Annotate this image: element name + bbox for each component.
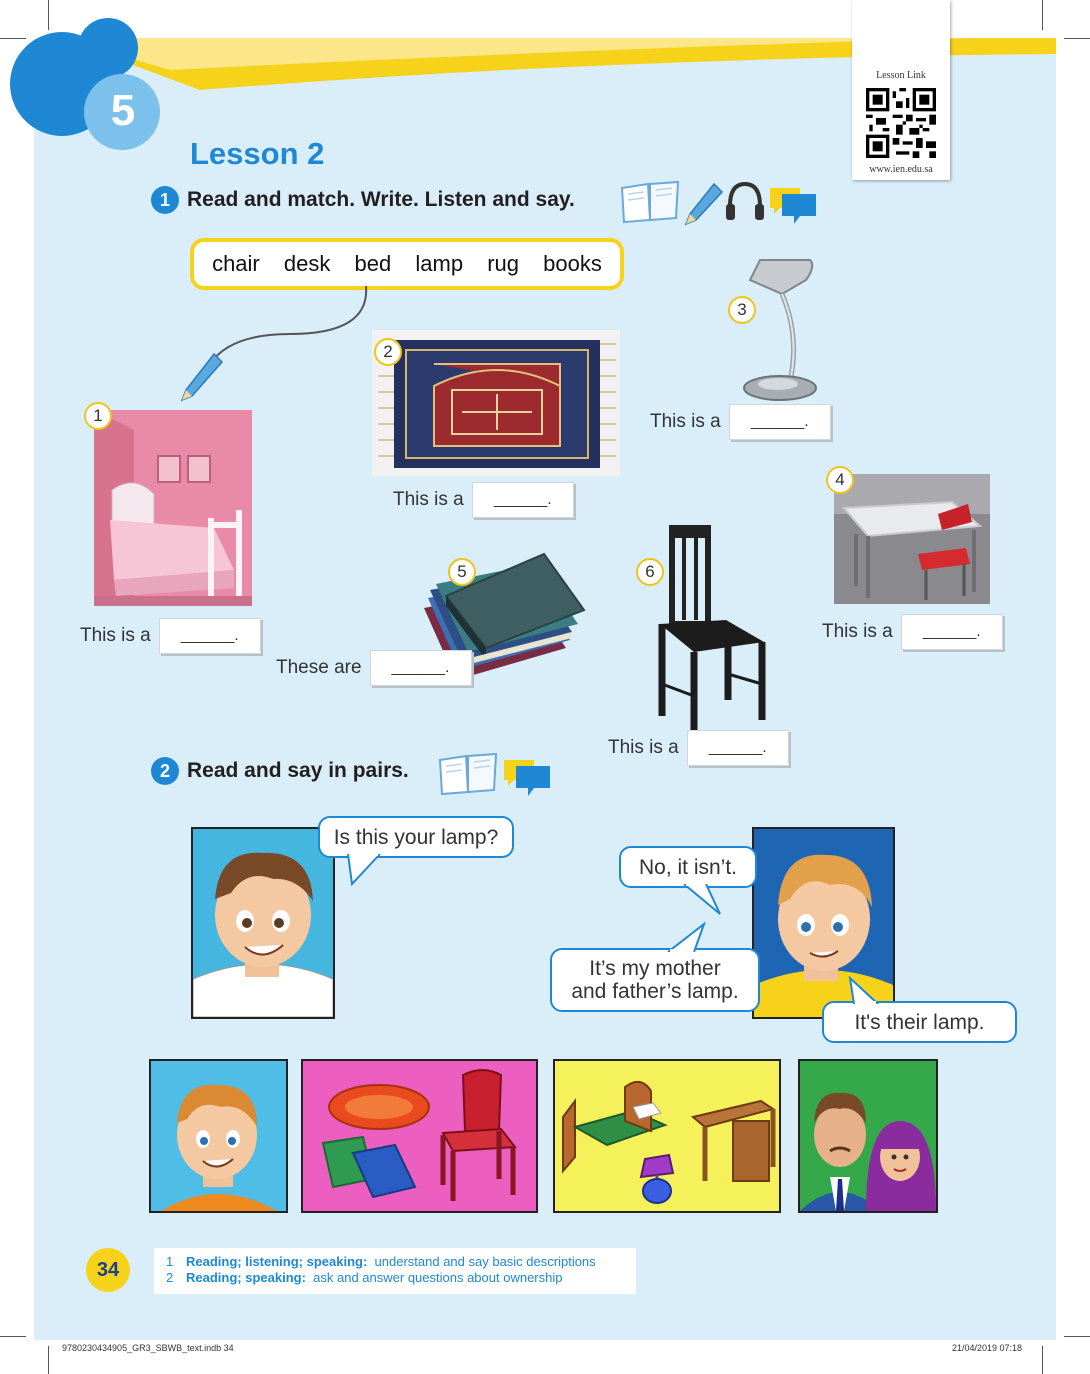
exercise-instruction: Read and match. Write. Listen and say.: [187, 188, 575, 211]
answer-blank[interactable]: ______.: [472, 482, 574, 518]
lesson-link-url: www.ien.edu.sa: [869, 164, 933, 175]
answer-blank[interactable]: ______.: [370, 650, 472, 686]
crop-mark: [1042, 1346, 1043, 1374]
objective-text: understand and say basic descriptions: [374, 1254, 596, 1269]
word-bank-item: books: [543, 251, 602, 276]
objective-row: [166, 1270, 636, 1286]
speech-bubble-owner: [550, 948, 760, 1012]
item-number: 1: [84, 402, 112, 430]
unit-number: 5: [110, 86, 136, 135]
desk-photo: [834, 474, 990, 604]
speech-bubbles-icon: [502, 756, 552, 800]
bubble-line: and father’s lamp.: [571, 980, 739, 1003]
sentence-prefix: This is a: [822, 621, 893, 642]
picture-parents-panel: [798, 1059, 938, 1213]
word-bank-item: bed: [354, 251, 392, 276]
sentence-prefix: These are: [276, 657, 362, 678]
exercise-2-heading: [151, 757, 409, 785]
objective-skills: Reading; speaking:: [186, 1270, 306, 1285]
lesson-title: Lesson 2: [190, 136, 325, 171]
sentence-5: [276, 650, 472, 686]
page-number: 34: [86, 1248, 130, 1292]
item-number: 6: [636, 558, 664, 586]
sentence-prefix: This is a: [650, 411, 721, 432]
book-icon: [436, 752, 500, 796]
bubble-line: It’s my mother: [589, 957, 721, 980]
objective-number: 2: [166, 1270, 174, 1285]
sentence-2: [393, 482, 574, 518]
lesson-objectives: [154, 1248, 636, 1294]
exercise-number-badge: 2: [151, 757, 179, 785]
objective-skills: Reading; listening; speaking:: [186, 1254, 368, 1269]
item-number: 3: [728, 296, 756, 324]
sentence-3: [650, 404, 831, 440]
crop-mark: [0, 1336, 26, 1337]
exercise-1-heading: [151, 186, 575, 214]
book-icon: [618, 180, 682, 224]
headphones-icon: [724, 180, 766, 222]
exercise-number-badge: 1: [151, 186, 179, 214]
sentence-prefix: This is a: [608, 737, 679, 758]
speech-bubble-answer-no: No, it isn’t.: [619, 846, 757, 888]
bubble-tail: [344, 854, 384, 886]
chair-photo: [644, 524, 774, 734]
bubble-tail: [848, 976, 884, 1004]
word-bank-item: rug: [487, 251, 519, 276]
match-line: [170, 284, 390, 404]
lesson-link-label: Lesson Link: [876, 70, 926, 81]
qr-code-icon: [866, 88, 936, 158]
picture-rug-chair-books-panel: [301, 1059, 538, 1213]
item-number: 5: [448, 558, 476, 586]
item-number: 2: [374, 338, 402, 366]
word-bank: [190, 238, 624, 290]
objective-text: ask and answer questions about ownership: [313, 1270, 563, 1285]
lamp-photo: [726, 250, 836, 402]
crop-mark: [1064, 1336, 1090, 1337]
bubble-tail: [664, 922, 708, 952]
speech-bubble-question: Is this your lamp?: [318, 816, 514, 858]
objective-row: [166, 1254, 636, 1270]
pencil-icon: [684, 182, 724, 226]
sentence-prefix: This is a: [80, 625, 151, 646]
print-file-name: 9780230434905_GR3_SBWB_text.indb 34: [62, 1343, 234, 1353]
item-number: 4: [826, 466, 854, 494]
speech-bubble-their: It's their lamp.: [822, 1001, 1017, 1043]
word-bank-item: lamp: [415, 251, 464, 276]
picture-boy-panel: [149, 1059, 288, 1213]
sentence-6: [608, 730, 789, 766]
rug-photo: [372, 330, 620, 476]
bubble-tail: [680, 884, 724, 916]
speech-bubbles-icon: [768, 184, 818, 228]
objective-number: 1: [166, 1254, 174, 1269]
word-bank-item: desk: [283, 251, 331, 276]
answer-blank[interactable]: ______.: [901, 614, 1003, 650]
picture-bed-desk-lamp-panel: [553, 1059, 781, 1213]
answer-blank[interactable]: ______.: [159, 618, 261, 654]
exercise-instruction: Read and say in pairs.: [187, 759, 409, 782]
sentence-1: [80, 618, 261, 654]
bedroom-photo: [94, 410, 252, 606]
answer-blank[interactable]: ______.: [687, 730, 789, 766]
sentence-4: [822, 614, 1003, 650]
answer-blank[interactable]: ______.: [729, 404, 831, 440]
print-timestamp: 21/04/2019 07:18: [952, 1343, 1023, 1353]
lesson-link-box[interactable]: [852, 0, 950, 180]
crop-mark: [48, 1346, 49, 1374]
dialogue-boy-1-panel: [191, 827, 335, 1019]
word-bank-item: chair: [212, 251, 260, 276]
sentence-prefix: This is a: [393, 489, 464, 510]
